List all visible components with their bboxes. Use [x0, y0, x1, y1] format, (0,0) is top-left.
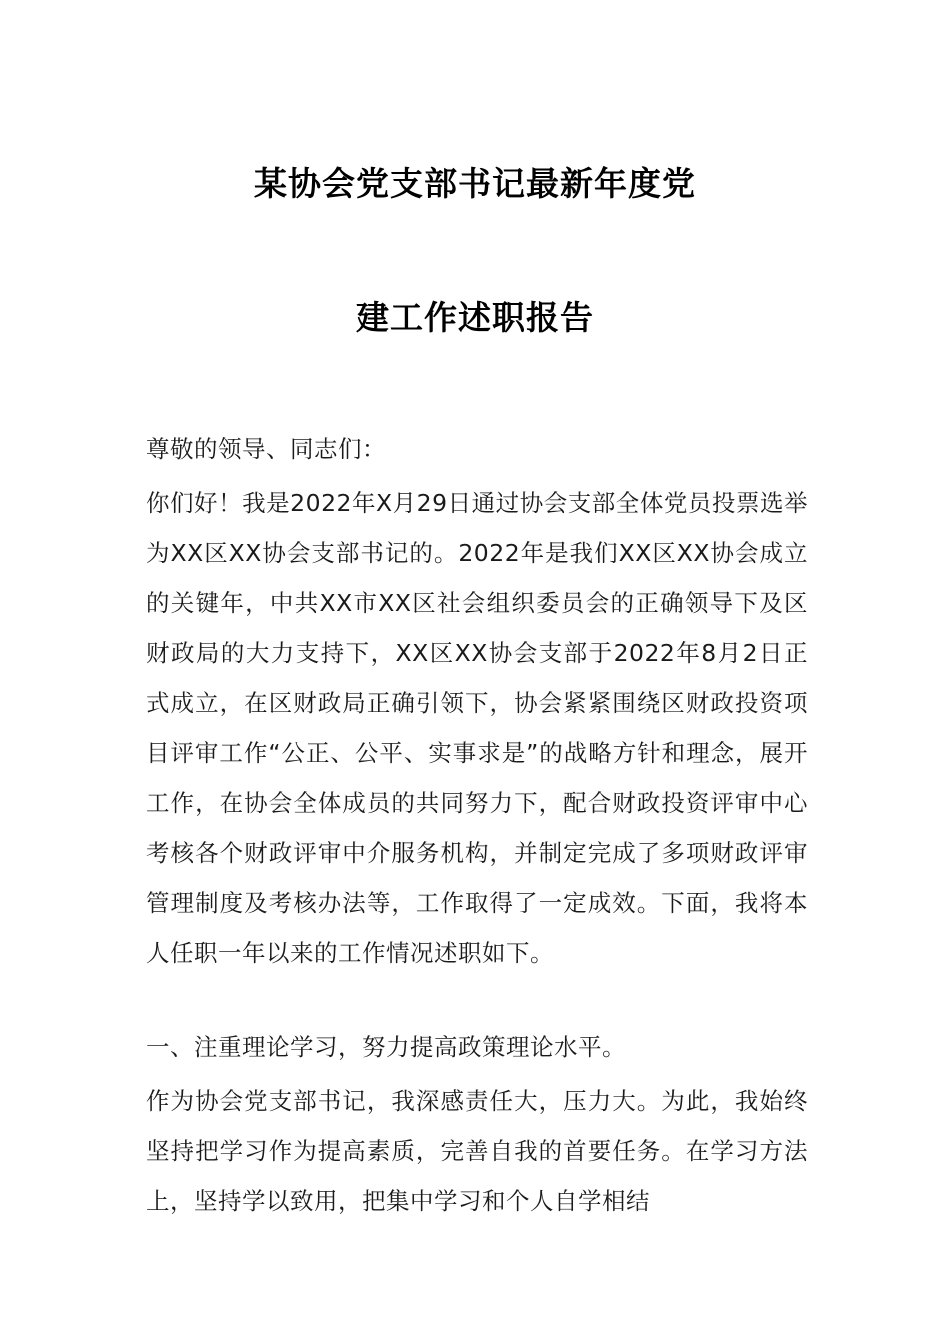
body-paragraph-2: 作为协会党支部书记，我深感责任大，压力大。为此，我始终坚持把学习作为提高素质，完善自我的首要任务。在学习方法上，坚持学以致用，把集中学习和个人自学相结 — [146, 1087, 808, 1215]
document-title-line-2: 建工作述职报告 — [356, 298, 594, 337]
document-title-line-1: 某协会党支部书记最新年度党 — [254, 164, 696, 203]
salutation: 尊敬的领导、同志们： — [146, 435, 386, 463]
section-heading-1: 一、注重理论学习，努力提高政策理论水平。 — [146, 1033, 626, 1061]
body-paragraph-1: 你们好！我是2022年X月29日通过协会支部全体党员投票选举为XX区XX协会支部书记的。2022年是我们XX区XX协会成立的关键年，中共XX市XX区社会组织委员会的正确领导下及区财政局的大力支持下，XX区XX协会支部于2022年8月2日正式成立，在区财政局正确引领下，协会紧紧围绕区财政投资项目评审工作“公正、公平、实事求是”的战略方针和理念，展开工作，在协会全体成员的共同努力下，配合财政投资评审中心考核各个财政评审中介服务机构，并制定完成了多项财政评审管理制度及考核办法等，工作取得了一定成效。下面，我将本人任职一年以来的工作情况述职如下。 — [146, 489, 808, 967]
